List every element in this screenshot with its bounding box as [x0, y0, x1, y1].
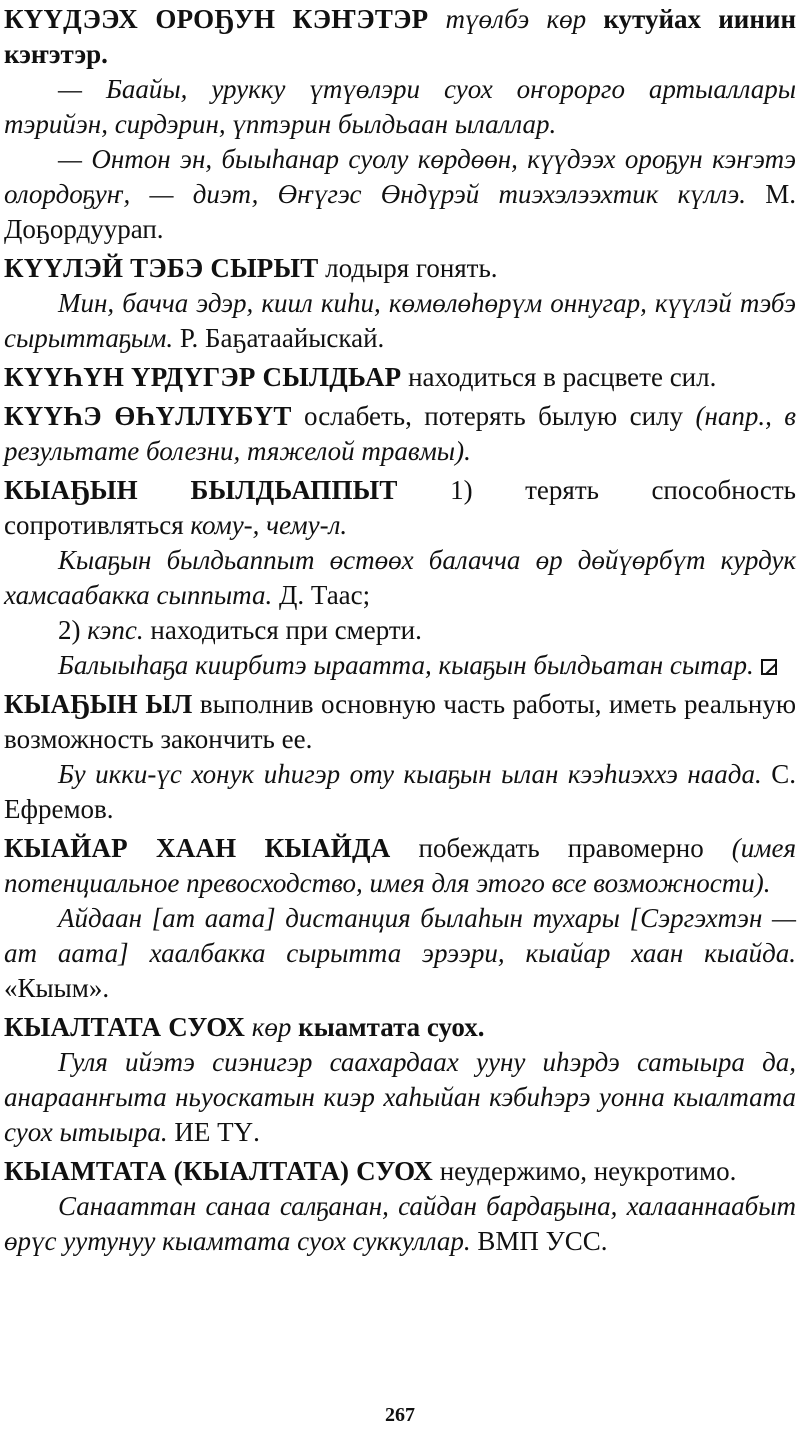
cross-reference: көр [251, 1012, 292, 1042]
headword: КҮҮДЭЭХ ОРОҔУН КЭҤЭТЭР [4, 4, 429, 34]
definition: неудержимо, неукротимо. [439, 1156, 737, 1186]
entry-kyagyn-byldappyt [4, 473, 796, 683]
headword: КЫАМТАТА (КЫАЛТАТА) СУОХ [4, 1156, 433, 1186]
headword: КЫАҔЫН ЫЛ [4, 689, 193, 719]
cross-reference: түөлбэ көр [445, 4, 587, 34]
definition: кутуйах иинин кэҥэтэр. [4, 4, 797, 69]
entry-kyaltata-suokh [4, 1010, 796, 1150]
entry-kuulei [4, 251, 796, 356]
definition-note: кому-, чему-л. [190, 510, 348, 540]
example: Кыаҕын былдьаппыт өстөөх балачча өр дөйүөрбүт курдук хамсаабакка сыппыта. [4, 545, 796, 610]
example: Айдаан [ат аата] дистанция былаһын тухары [Сэргэхтэн — ат аата] хаалбакка сырытта эрээри, кыайар хаан кыайда. [4, 903, 796, 968]
source: «Кыым». [4, 973, 110, 1003]
entry-kuudeekh [4, 2, 796, 247]
headword: КҮҮЛЭЙ ТЭБЭ СЫРЫТ [4, 253, 319, 283]
definition-note: (имея потенциальное превосходство, имея для этого все возможности). [4, 833, 797, 898]
sense-number: 1) [450, 475, 473, 505]
definition: ослабеть, потерять былую силу [304, 401, 684, 431]
example: — Баайы, урукку үтүөлэри суох оҥорорго артыаллары тэрийэн, сирдэрин, үптэрин былдьаан ылаллар. [4, 74, 796, 139]
entry-kyaiar-khaan [4, 831, 796, 1006]
definition: выполнив основную часть работы, иметь реальную возможность закончить ее. [4, 689, 796, 754]
example: Мин, бачча эдэр, киил киһи, көмөлөһөрүм оннугар, күүлэй тэбэ сырыттаҕым. [4, 288, 796, 353]
entry-kyagyn-yl [4, 687, 796, 827]
sense-number: 2) [58, 615, 81, 645]
definition: находиться в расцвете сил. [408, 362, 717, 392]
source: Д. Таас; [278, 580, 371, 610]
definition-note: (напр., в результате болезни, тяжелой травмы). [4, 401, 797, 466]
definition: находиться при смерти. [150, 615, 422, 645]
definition: лодыря гонять. [325, 253, 498, 283]
definition: кыамтата суох. [298, 1012, 485, 1042]
entry-kyamtata-suokh [4, 1154, 796, 1259]
headword: КҮҮҺЭ ӨҺҮЛЛҮБҮТ [4, 401, 292, 431]
source: М. Доҕордуурап. [4, 179, 796, 244]
source: ВМП УСС. [477, 1226, 608, 1256]
definition: терять способность сопротивляться [4, 475, 796, 540]
headword: КЫАЛТАТА СУОХ [4, 1012, 246, 1042]
source: ИЕ ТҮ. [174, 1117, 260, 1147]
source: С. Ефремов. [4, 759, 797, 824]
entry-kuuhe-ohullubut [4, 399, 796, 469]
example: Балыыһаҕа киирбитэ ыраатта, кыаҕын былдьатан сытар. [58, 650, 754, 680]
entry-kuuhun-urdu [4, 360, 796, 395]
headword: КЫАЙАР ХААН КЫАЙДА [4, 833, 391, 863]
example: Бу икки-үс хонук иһигэр оту кыаҕын ылан кээһиэххэ наада. [58, 759, 762, 789]
example: Гуля ийэтэ сиэнигэр саахардаах ууну иһэрдэ сатыыра да, анараанҥыта ньуоскатын киэр хаһыйан кэбиһэрэ уонна кыалтата суох ытыыра. [4, 1047, 796, 1147]
definition: побеждать правомерно [418, 833, 704, 863]
headword: КҮҮҺҮН ҮРДҮГЭР СЫЛДЬАР [4, 362, 402, 392]
page-number: 267 [385, 1404, 415, 1426]
example: Санааттан санаа салҕанан, сайдан бардаҕына, халааннаабыт өрүс уутунуу кыамтата суох суккуллар. [4, 1191, 796, 1256]
end-of-entry-square-icon [761, 659, 777, 675]
source: Р. Баҕатаайыскай. [179, 323, 385, 353]
usage-label: кэпс. [87, 615, 144, 645]
example: — Онтон эн, быыһанар суолу көрдөөн, күүдээх ороҕун кэҥэтэ олордоҕуҥ, — диэт, Өҥүгэс Өндүрэй тиэхэлээхтик күллэ. [4, 144, 796, 209]
dictionary-page [4, 2, 796, 1263]
headword: КЫАҔЫН БЫЛДЬАППЫТ [4, 475, 398, 505]
